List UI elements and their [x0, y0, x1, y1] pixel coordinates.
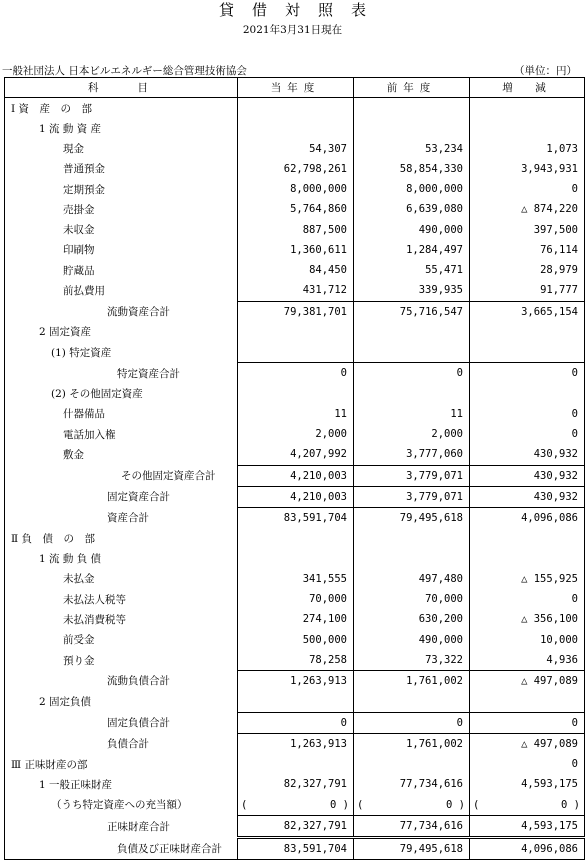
previous-year-value — [354, 342, 470, 363]
previous-year-value: 2,000 — [354, 424, 470, 444]
current-year-value: 274,100 — [238, 609, 354, 629]
account-label: (2) その他固定資産 — [5, 384, 238, 404]
change-value: △ 497,089 — [470, 671, 585, 692]
previous-year-value: 75,716,547 — [354, 301, 470, 322]
table-row — [5, 159, 585, 179]
as-of-date: 2021年3月31日現在 — [242, 24, 343, 36]
change-value: 28,979 — [470, 260, 585, 280]
table-row — [5, 240, 585, 260]
table-row — [5, 98, 585, 119]
table-row — [5, 384, 585, 404]
current-year-value: 887,500 — [238, 220, 354, 240]
header-previous-year: 前年度 — [354, 78, 470, 98]
previous-year-value: 79,495,618 — [354, 838, 470, 860]
current-year-value — [238, 118, 354, 138]
change-value: 4,593,175 — [470, 774, 585, 794]
previous-year-value: 1,284,497 — [354, 240, 470, 260]
current-year-value: 84,450 — [238, 260, 354, 280]
table-row — [5, 569, 585, 589]
previous-year-value: 8,000,000 — [354, 179, 470, 199]
table-row — [5, 508, 585, 529]
current-year-value — [238, 754, 354, 774]
previous-year-value — [354, 384, 470, 404]
change-value — [470, 98, 585, 119]
previous-year-value: 490,000 — [354, 220, 470, 240]
current-year-value — [238, 342, 354, 363]
previous-year-value: 77,734,616 — [354, 815, 470, 837]
previous-year-value: 630,200 — [354, 609, 470, 629]
current-year-value — [238, 549, 354, 569]
account-label: 電話加入権 — [5, 424, 238, 444]
current-year-value: 1,263,913 — [238, 733, 354, 754]
table-row — [5, 815, 585, 837]
previous-year-value: 0 — [354, 712, 470, 733]
table-body — [5, 98, 585, 860]
table-row — [5, 260, 585, 280]
current-year-value: 62,798,261 — [238, 159, 354, 179]
previous-year-value: 58,854,330 — [354, 159, 470, 179]
previous-year-value — [354, 754, 470, 774]
current-year-value: 82,327,791 — [238, 774, 354, 794]
previous-year-value: 79,495,618 — [354, 508, 470, 529]
change-value: 0 — [470, 363, 585, 384]
table-row — [5, 118, 585, 138]
current-year-value: 5,764,860 — [238, 199, 354, 219]
change-value: 3,943,931 — [470, 159, 585, 179]
current-year-value: 341,555 — [238, 569, 354, 589]
account-label: 負債合計 — [5, 733, 238, 754]
current-year-value: 83,591,704 — [238, 508, 354, 529]
change-value: 4,096,086 — [470, 838, 585, 860]
change-value: 0 — [470, 179, 585, 199]
current-year-value — [238, 98, 354, 119]
change-value: △ 155,925 — [470, 569, 585, 589]
account-label: 現金 — [5, 139, 238, 159]
account-label: 負債及び正味財産合計 — [5, 838, 238, 860]
previous-year-value: 339,935 — [354, 280, 470, 301]
previous-year-value: 53,234 — [354, 139, 470, 159]
current-year-value: 83,591,704 — [238, 838, 354, 860]
change-value — [470, 384, 585, 404]
table-row — [5, 549, 585, 569]
account-label: Ⅲ 正味財産の部 — [5, 754, 238, 774]
previous-year-value: 11 — [354, 404, 470, 424]
previous-year-value: 1,761,002 — [354, 671, 470, 692]
current-year-value: 500,000 — [238, 630, 354, 650]
change-value: 0 — [470, 712, 585, 733]
previous-year-value: ( 0 ) — [354, 795, 470, 816]
account-label: 固定資産合計 — [5, 486, 238, 507]
previous-year-value: 497,480 — [354, 569, 470, 589]
table-row — [5, 322, 585, 342]
account-label: 正味財産合計 — [5, 815, 238, 837]
table-row — [5, 199, 585, 219]
change-value: 397,500 — [470, 220, 585, 240]
previous-year-value: 73,322 — [354, 650, 470, 671]
change-value: 4,936 — [470, 650, 585, 671]
previous-year-value: 77,734,616 — [354, 774, 470, 794]
current-year-value: 78,258 — [238, 650, 354, 671]
change-value: △ 874,220 — [470, 199, 585, 219]
change-value: 4,593,175 — [470, 815, 585, 837]
current-year-value: 4,207,992 — [238, 444, 354, 465]
current-year-value: 431,712 — [238, 280, 354, 301]
account-label: 未払金 — [5, 569, 238, 589]
account-label: 1 一般正味財産 — [5, 774, 238, 794]
change-value: ( 0 ) — [470, 795, 585, 816]
paren-value: 0 — [561, 798, 568, 811]
change-value: 76,114 — [470, 240, 585, 260]
table-row — [5, 691, 585, 712]
previous-year-value: 70,000 — [354, 589, 470, 609]
change-value: 3,665,154 — [470, 301, 585, 322]
account-label: 特定資産合計 — [5, 363, 238, 384]
current-year-value: 1,263,913 — [238, 671, 354, 692]
balance-sheet-table — [4, 77, 585, 860]
current-year-value — [238, 528, 354, 548]
current-year-value: 79,381,701 — [238, 301, 354, 322]
change-value: 430,932 — [470, 465, 585, 486]
header-account: 科 目 — [5, 78, 238, 98]
table-row — [5, 179, 585, 199]
current-year-value — [238, 384, 354, 404]
account-label: 流動資産合計 — [5, 301, 238, 322]
unit-label: （単位：円） — [514, 65, 577, 77]
account-label: 前払費用 — [5, 280, 238, 301]
account-label: 前受金 — [5, 630, 238, 650]
account-label: 固定負債合計 — [5, 712, 238, 733]
table-row — [5, 444, 585, 465]
current-year-value: 11 — [238, 404, 354, 424]
table-row — [5, 528, 585, 548]
current-year-value: 0 — [238, 712, 354, 733]
table-row — [5, 630, 585, 650]
table-row — [5, 363, 585, 384]
previous-year-value — [354, 322, 470, 342]
previous-year-value: 0 — [354, 363, 470, 384]
current-year-value — [238, 691, 354, 712]
change-value: 10,000 — [470, 630, 585, 650]
paren-value: 0 — [330, 798, 337, 811]
table-row — [5, 342, 585, 363]
table-row — [5, 671, 585, 692]
account-label: 什器備品 — [5, 404, 238, 424]
account-label: 未払消費税等 — [5, 609, 238, 629]
previous-year-value — [354, 549, 470, 569]
account-label: Ⅱ 負 債 の 部 — [5, 528, 238, 548]
change-value: 0 — [470, 424, 585, 444]
table-row — [5, 609, 585, 629]
table-row — [5, 424, 585, 444]
organization-name: 一般社団法人 日本ビルエネルギー総合管理技術協会 — [2, 65, 247, 77]
change-value: 1,073 — [470, 139, 585, 159]
account-label: 印刷物 — [5, 240, 238, 260]
current-year-value: ( 0 ) — [238, 795, 354, 816]
table-row — [5, 301, 585, 322]
account-label: 流動負債合計 — [5, 671, 238, 692]
table-row — [5, 404, 585, 424]
current-year-value: 0 — [238, 363, 354, 384]
change-value — [470, 691, 585, 712]
account-label: 未払法人税等 — [5, 589, 238, 609]
change-value: 4,096,086 — [470, 508, 585, 529]
paren-value: 0 — [446, 798, 453, 811]
account-label: 2 固定負債 — [5, 691, 238, 712]
table-row — [5, 838, 585, 860]
account-label: 未収金 — [5, 220, 238, 240]
table-row — [5, 712, 585, 733]
table-row — [5, 465, 585, 486]
account-label: 預り金 — [5, 650, 238, 671]
previous-year-value — [354, 98, 470, 119]
change-value: △ 356,100 — [470, 609, 585, 629]
previous-year-value — [354, 528, 470, 548]
previous-year-value: 3,777,060 — [354, 444, 470, 465]
table-row — [5, 774, 585, 794]
document-title: 貸借対照表 — [218, 1, 384, 19]
table-row — [5, 139, 585, 159]
change-value: 430,932 — [470, 444, 585, 465]
table-row — [5, 795, 585, 816]
account-label: Ⅰ 資 産 の 部 — [5, 98, 238, 119]
account-label: 定期預金 — [5, 179, 238, 199]
change-value — [470, 342, 585, 363]
change-value: 91,777 — [470, 280, 585, 301]
account-label: その他固定資産合計 — [5, 465, 238, 486]
account-label: 貯蔵品 — [5, 260, 238, 280]
current-year-value: 2,000 — [238, 424, 354, 444]
table-row — [5, 733, 585, 754]
change-value: 0 — [470, 589, 585, 609]
previous-year-value: 6,639,080 — [354, 199, 470, 219]
table-row — [5, 486, 585, 507]
previous-year-value: 55,471 — [354, 260, 470, 280]
previous-year-value: 1,761,002 — [354, 733, 470, 754]
table-row — [5, 754, 585, 774]
previous-year-value — [354, 691, 470, 712]
change-value: △ 497,089 — [470, 733, 585, 754]
header-change: 増 減 — [470, 78, 585, 98]
table-header-row — [5, 78, 585, 98]
table-row — [5, 650, 585, 671]
account-label: 1 流 動 資 産 — [5, 118, 238, 138]
table-row — [5, 589, 585, 609]
account-label: （うち特定資産への充当額） — [5, 795, 238, 816]
change-value: 0 — [470, 404, 585, 424]
current-year-value: 8,000,000 — [238, 179, 354, 199]
account-label: 売掛金 — [5, 199, 238, 219]
change-value: 0 — [470, 754, 585, 774]
table-row — [5, 280, 585, 301]
account-label: 資産合計 — [5, 508, 238, 529]
current-year-value — [238, 322, 354, 342]
account-label: 敷金 — [5, 444, 238, 465]
change-value — [470, 549, 585, 569]
current-year-value: 1,360,611 — [238, 240, 354, 260]
change-value — [470, 322, 585, 342]
change-value: 430,932 — [470, 486, 585, 507]
current-year-value: 82,327,791 — [238, 815, 354, 837]
current-year-value: 70,000 — [238, 589, 354, 609]
table-row — [5, 220, 585, 240]
change-value — [470, 528, 585, 548]
previous-year-value: 3,779,071 — [354, 465, 470, 486]
header-current-year: 当年度 — [238, 78, 354, 98]
previous-year-value: 3,779,071 — [354, 486, 470, 507]
account-label: 普通預金 — [5, 159, 238, 179]
current-year-value: 4,210,003 — [238, 486, 354, 507]
change-value — [470, 118, 585, 138]
previous-year-value — [354, 118, 470, 138]
current-year-value: 4,210,003 — [238, 465, 354, 486]
current-year-value: 54,307 — [238, 139, 354, 159]
account-label: 2 固定資産 — [5, 322, 238, 342]
previous-year-value: 490,000 — [354, 630, 470, 650]
account-label: (1) 特定資産 — [5, 342, 238, 363]
account-label: 1 流 動 負 債 — [5, 549, 238, 569]
